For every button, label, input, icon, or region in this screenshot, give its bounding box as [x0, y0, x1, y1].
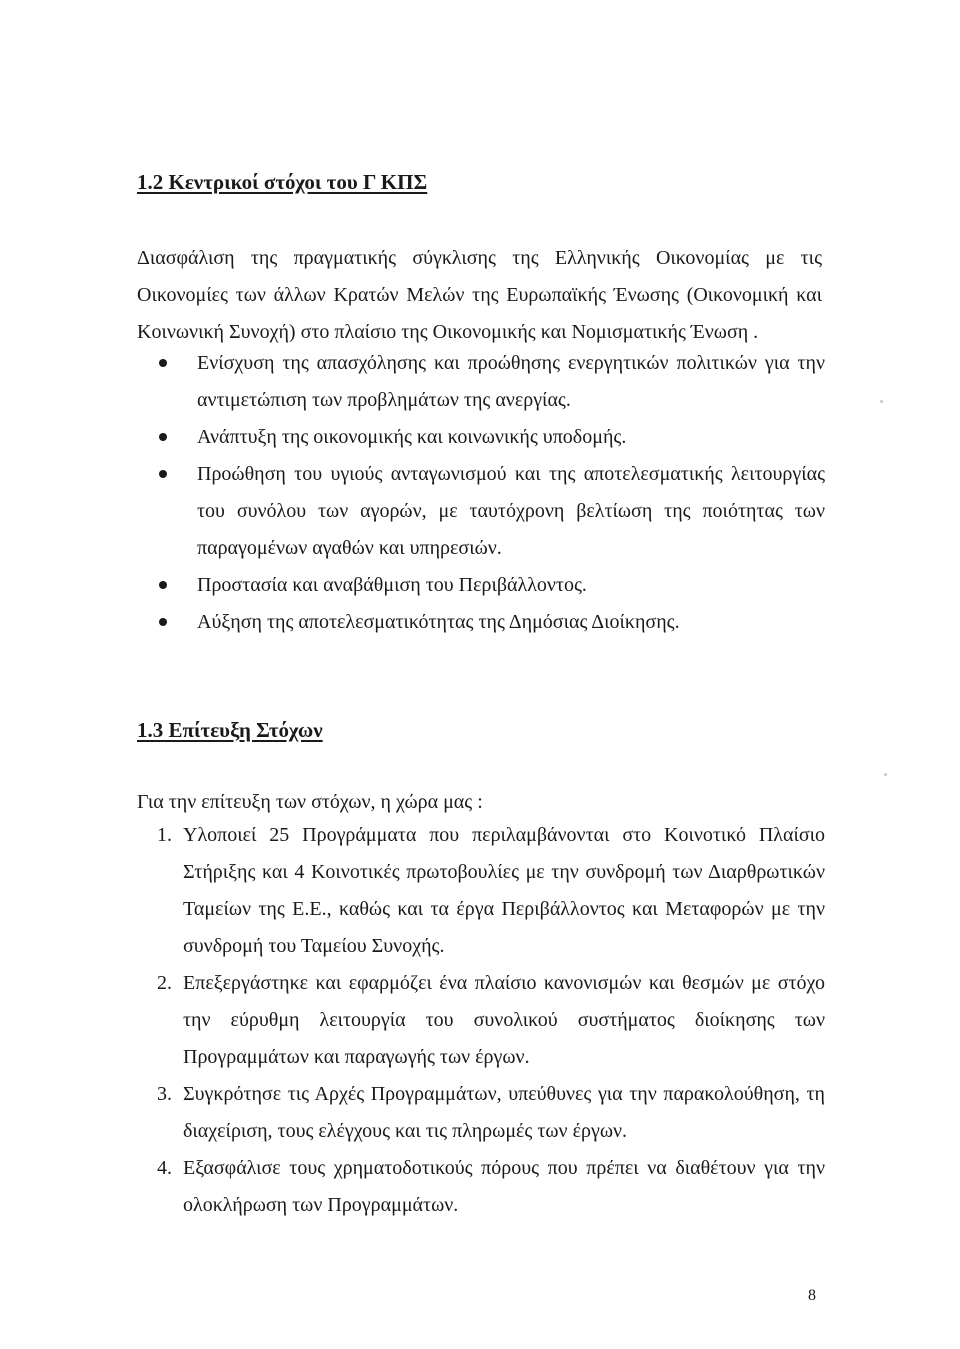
intro-paragraph: Διασφάλιση της πραγματικής σύγκλισης της Ελληνικής Οικονομίας με τις Οικονομίες των άλλων Κρατών Μελών της Ευρωπαϊκής Ένωσης (Οικονομική και Κοινωνική Συνοχή) στο πλαίσιο της Οικονομικής και Νομισματικής Ένωση .: [137, 247, 822, 343]
list-item-number: 1.: [157, 824, 172, 846]
list-item: [137, 965, 825, 1076]
goals-intro-text: Για την επίτευξη των στόχων, η χώρα μας :: [137, 791, 483, 813]
list-item-text: Προώθηση του υγιούς ανταγωνισμού και της αποτελεσματικής λειτουργίας του συνόλου των αγορών, με ταυτόχρονη βελτίωση της ποιότητας των παραγομένων αγαθών και υπηρεσιών.: [197, 463, 825, 559]
list-item: [137, 1150, 825, 1224]
list-item-text: Αύξηση της αποτελεσματικότητας της Δημόσιας Διοίκησης.: [197, 611, 680, 633]
list-item-text: Επεξεργάστηκε και εφαρμόζει ένα πλαίσιο κανονισμών και θεσμών με στόχο την εύρυθμη λειτουργία του συνολικού συστήματος διοίκησης των Προγραμμάτων και παραγωγής των έργων.: [183, 972, 825, 1068]
list-item: [137, 456, 825, 567]
list-item-text: Συγκρότησε τις Αρχές Προγραμμάτων, υπεύθυνες για την παρακολούθηση, τη διαχείριση, τους ελέγχους και τις πληρωμές των έργων.: [183, 1083, 825, 1142]
scan-speck: [880, 400, 883, 403]
list-item-text: Εξασφάλισε τους χρηματοδοτικούς πόρους που πρέπει να διαθέτουν για την ολοκλήρωση των Προγραμμάτων.: [183, 1157, 825, 1216]
achievements-numbered-list: [137, 817, 825, 1224]
list-item-text: Ανάπτυξη της οικονομικής και κοινωνικής υποδομής.: [197, 426, 627, 448]
bullet-icon: [159, 359, 167, 367]
section-heading-1-2: 1.2 Κεντρικοί στόχοι του Γ ΚΠΣ: [137, 170, 428, 194]
bullet-icon: [159, 618, 167, 626]
list-item: [137, 567, 825, 604]
list-item-number: 3.: [157, 1083, 172, 1105]
bullet-icon: [159, 433, 167, 441]
list-item-number: 4.: [157, 1157, 172, 1179]
bullet-icon: [159, 581, 167, 589]
objectives-bullet-list: [137, 345, 825, 641]
page-number: 8: [808, 1287, 816, 1304]
list-item-text: Υλοποιεί 25 Προγράμματα που περιλαμβάνονται στο Κοινοτικό Πλαίσιο Στήριξης και 4 Κοινοτικές πρωτοβουλίες με την συνδρομή των Διαρθρωτικών Ταμείων της Ε.Ε., καθώς και τα έργα Περιβάλλοντος και Μεταφορών με την συνδρομή του Ταμείου Συνοχής.: [183, 824, 825, 957]
scan-speck: [884, 773, 887, 776]
list-item-number: 2.: [157, 972, 172, 994]
list-item: [137, 345, 825, 419]
section-heading-1-3: 1.3 Επίτευξη Στόχων: [137, 718, 323, 742]
list-item: [137, 1076, 825, 1150]
list-item-text: Προστασία και αναβάθμιση του Περιβάλλοντος.: [197, 574, 587, 596]
list-item: [137, 817, 825, 965]
list-item: [137, 419, 825, 456]
list-item-text: Ενίσχυση της απασχόλησης και προώθησης ενεργητικών πολιτικών για την αντιμετώπιση των προβλημάτων της ανεργίας.: [197, 352, 825, 411]
bullet-icon: [159, 470, 167, 478]
list-item: [137, 604, 825, 641]
